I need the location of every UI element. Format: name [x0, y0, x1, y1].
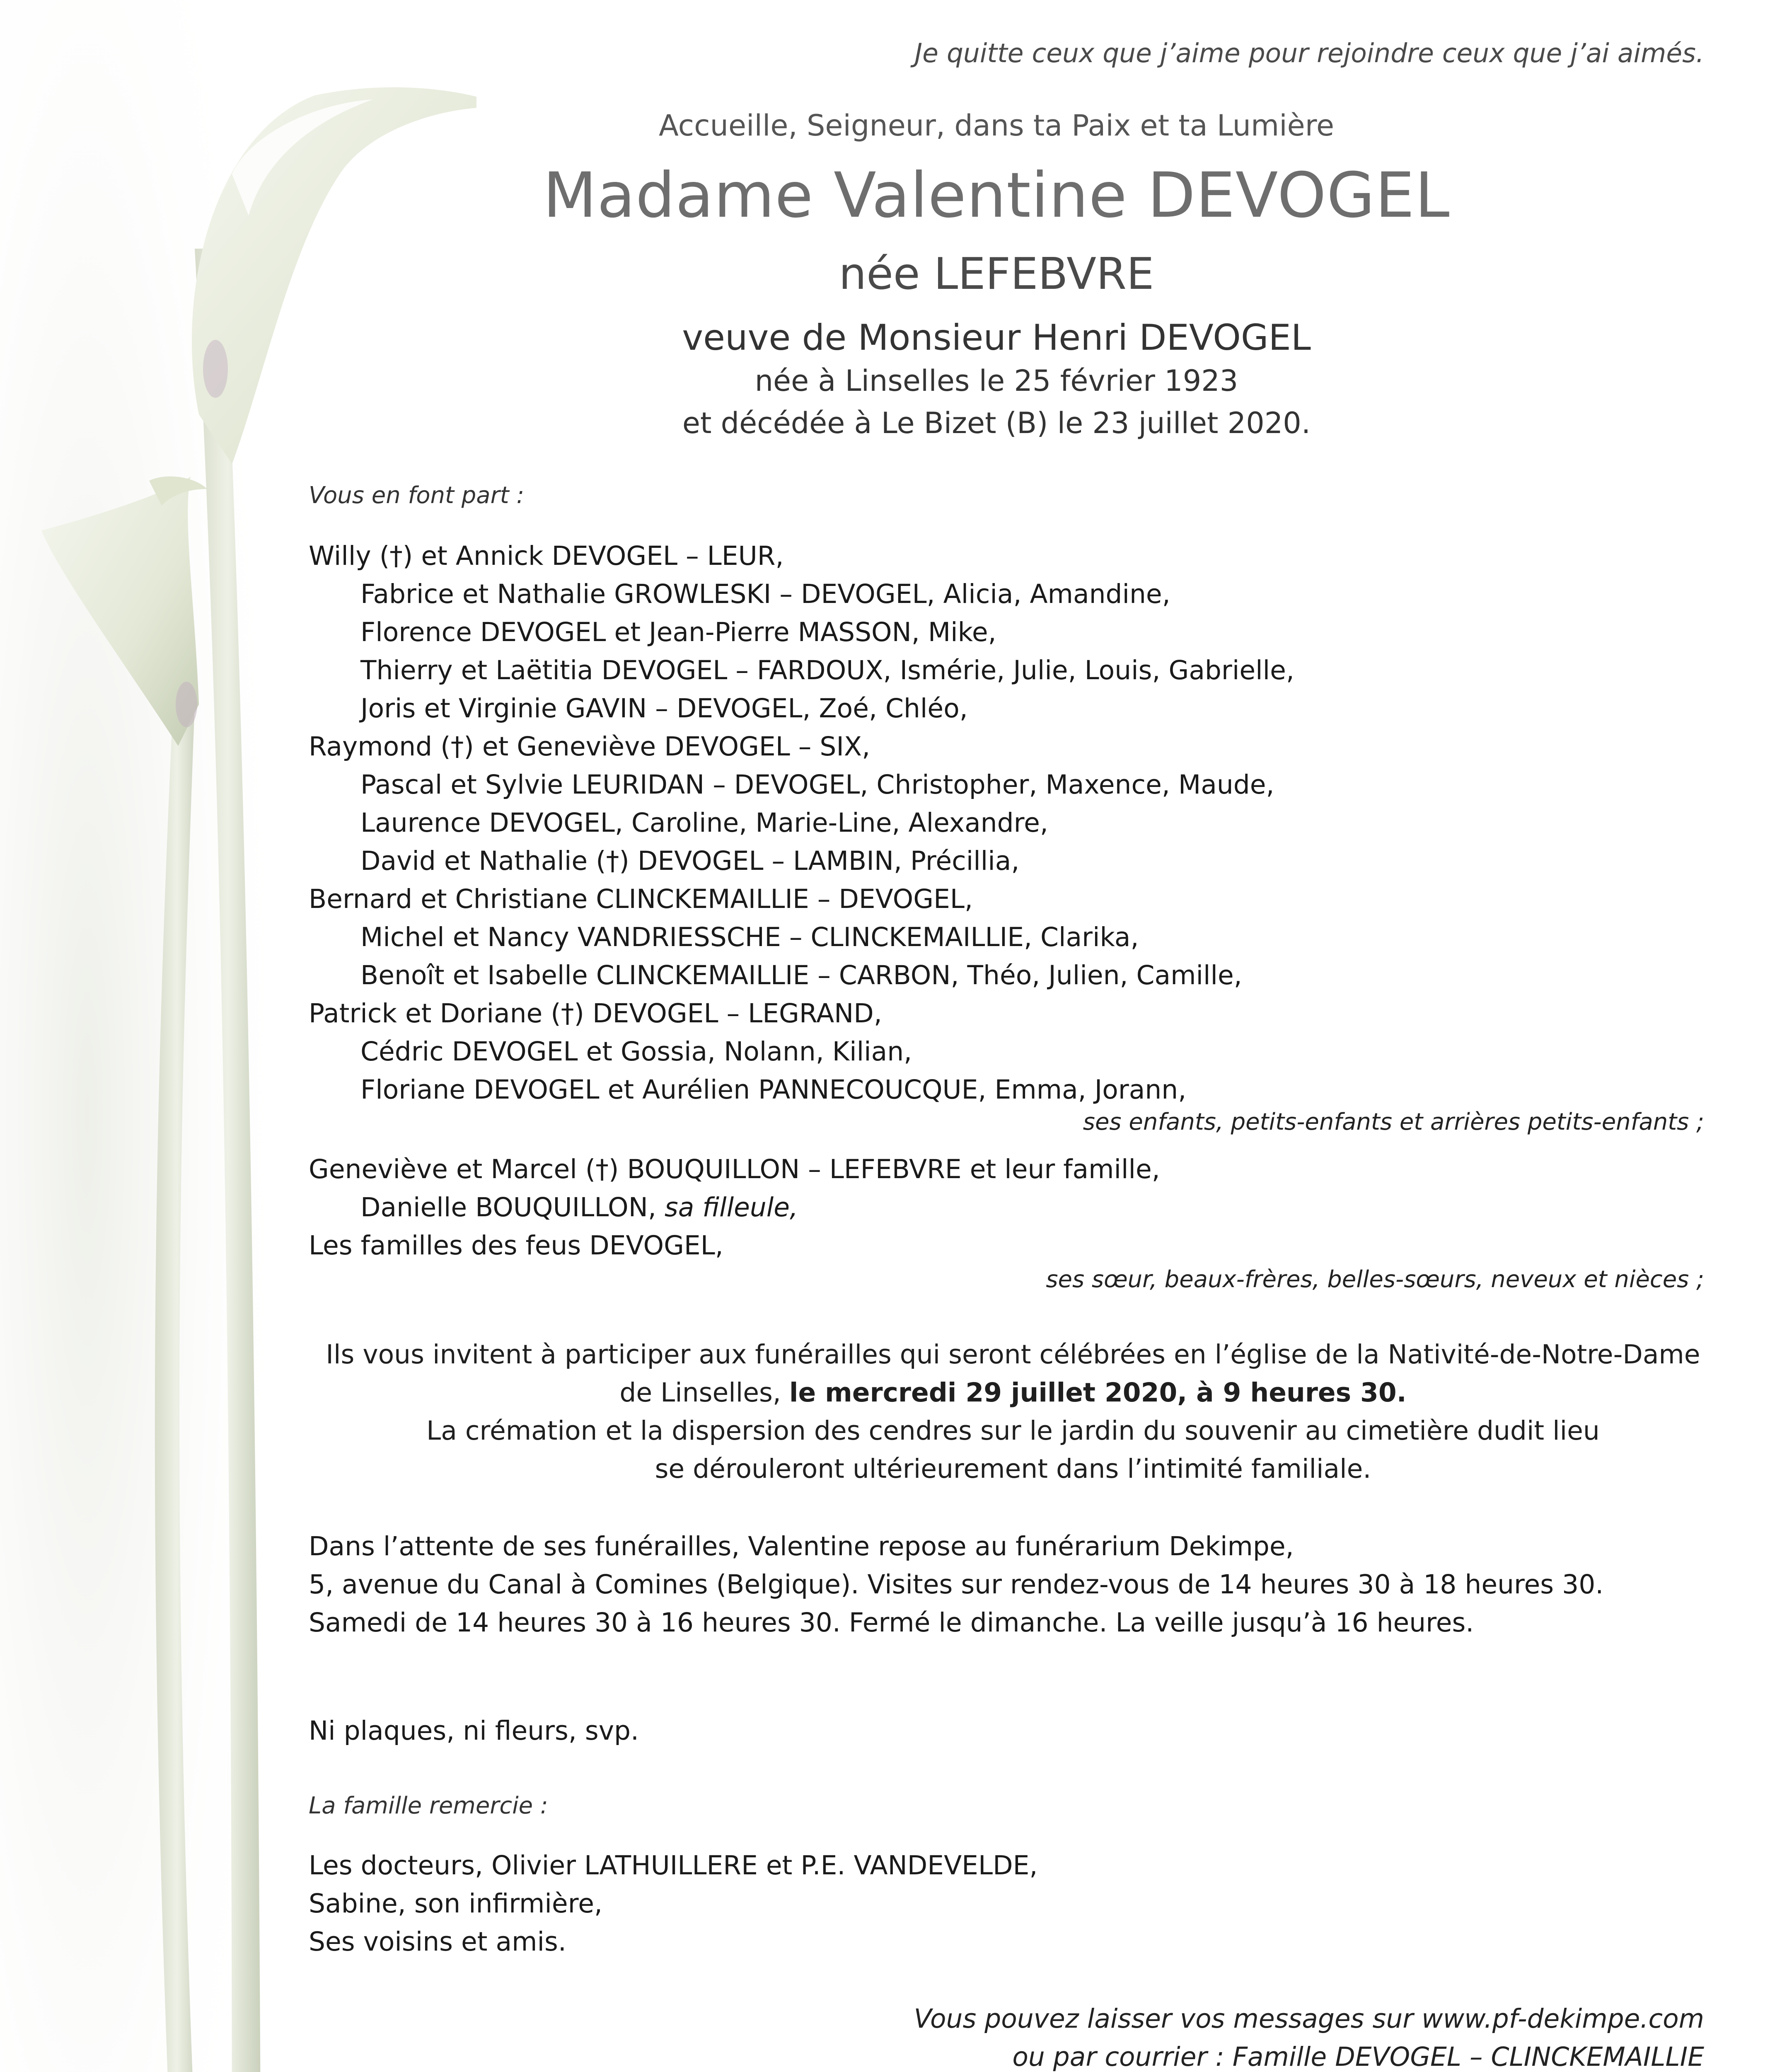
family-line: Laurence DEVOGEL, Caroline, Marie-Line, Alexandre, [360, 808, 1048, 838]
messages-line-2: ou par courrier : Famille DEVOGEL – CLINCKEMAILLIE [1012, 2042, 1704, 2072]
no-flowers-note: Ni plaques, ni fleurs, svp. [309, 1716, 639, 1746]
family-line: Pascal et Sylvie LEURIDAN – DEVOGEL, Christopher, Maxence, Maude, [360, 770, 1274, 800]
birth-info: née à Linselles le 25 février 1923 [754, 364, 1238, 398]
maiden-name: née LEFEBVRE [839, 249, 1154, 299]
thanks-line: Les docteurs, Olivier LATHUILLERE et P.E. VANDEVELDE, [309, 1850, 1038, 1881]
invitation-line-3: La crémation et la dispersion des cendres sur le jardin du souvenir au cimetière dudit lieu [426, 1416, 1600, 1446]
family-line: Floriane DEVOGEL et Aurélien PANNECOUCQUE, Emma, Jorann, [360, 1075, 1187, 1105]
widow-of: veuve de Monsieur Henri DEVOGEL [682, 317, 1311, 358]
family-line: Bernard et Christiane CLINCKEMAILLIE – DEVOGEL, [309, 884, 973, 914]
families-line: Les familles des feus DEVOGEL, [309, 1230, 723, 1261]
deceased-name: Madame Valentine DEVOGEL [543, 160, 1450, 232]
family-line: Raymond (†) et Geneviève DEVOGEL – SIX, [309, 731, 871, 762]
messages-line-1: Vous pouvez laisser vos messages sur www.pf-dekimpe.com [914, 2004, 1704, 2034]
children-caption: ses enfants, petits-enfants et arrières petits-enfants ; [1083, 1109, 1704, 1135]
family-line: David et Nathalie (†) DEVOGEL – LAMBIN, Précillia, [360, 846, 1020, 876]
thanks-line: Ses voisins et amis. [309, 1927, 566, 1957]
family-line: Thierry et Laëtitia DEVOGEL – FARDOUX, Ismérie, Julie, Louis, Gabrielle, [360, 655, 1294, 685]
family-line: Benoît et Isabelle CLINCKEMAILLIE – CARBON, Théo, Julien, Camille, [360, 960, 1242, 990]
family-line: Fabrice et Nathalie GROWLESKI – DEVOGEL, Alicia, Amandine, [360, 579, 1170, 609]
invitation-line-4: se dérouleront ultérieurement dans l’intimité familiale. [655, 1454, 1371, 1484]
family-line: Florence DEVOGEL et Jean-Pierre MASSON, Mike, [360, 617, 996, 647]
epigraph: Je quitte ceux que j’aime pour rejoindre ceux que j’ai aimés. [914, 38, 1704, 68]
invitation-line-2 [309, 1377, 1717, 1408]
thanks-line: Sabine, son infirmière, [309, 1888, 602, 1919]
visitation-line-3: Samedi de 14 heures 30 à 16 heures 30. Fermé le dimanche. La veille jusqu’à 16 heures. [309, 1607, 1474, 1638]
invitation-line-1: Ils vous invitent à participer aux funérailles qui seront célébrées en l’église de la Nativité-de-Notre-Dame [326, 1339, 1700, 1370]
family-line: Cédric DEVOGEL et Gossia, Nolann, Kilian, [360, 1036, 912, 1067]
goddaughter-line [360, 1192, 798, 1222]
family-line: Michel et Nancy VANDRIESSCHE – CLINCKEMAILLIE, Clarika, [360, 922, 1139, 952]
sister-line: Geneviève et Marcel (†) BOUQUILLON – LEFEBVRE et leur famille, [309, 1154, 1160, 1184]
funeral-date-time: le mercredi 29 juillet 2020, à 9 heures 30. [789, 1377, 1407, 1408]
visitation-line-1: Dans l’attente de ses funérailles, Valentine repose au funérarium Dekimpe, [309, 1531, 1294, 1561]
siblings-caption: ses sœur, beaux-frères, belles-sœurs, neveux et nièces ; [1046, 1266, 1704, 1293]
family-line: Joris et Virginie GAVIN – DEVOGEL, Zoé, Chléo, [360, 693, 968, 724]
family-line: Patrick et Doriane (†) DEVOGEL – LEGRAND, [309, 998, 882, 1029]
invitation-place: de Linselles, [619, 1377, 781, 1408]
goddaughter-role: sa filleule, [664, 1192, 798, 1222]
family-line: Willy (†) et Annick DEVOGEL – LEUR, [309, 541, 784, 571]
thanks-intro: La famille remercie : [309, 1792, 548, 1819]
announcers-intro: Vous en font part : [309, 482, 525, 509]
goddaughter-name: Danielle BOUQUILLON, [360, 1192, 656, 1222]
death-info: et décédée à Le Bizet (B) le 23 juillet 2020. [682, 406, 1311, 440]
calla-lily-illustration [0, 0, 476, 2072]
visitation-line-2: 5, avenue du Canal à Comines (Belgique). Visites sur rendez-vous de 14 heures 30 à 18 heures 30. [309, 1569, 1604, 1600]
prayer-line: Accueille, Seigneur, dans ta Paix et ta Lumière [658, 109, 1335, 143]
